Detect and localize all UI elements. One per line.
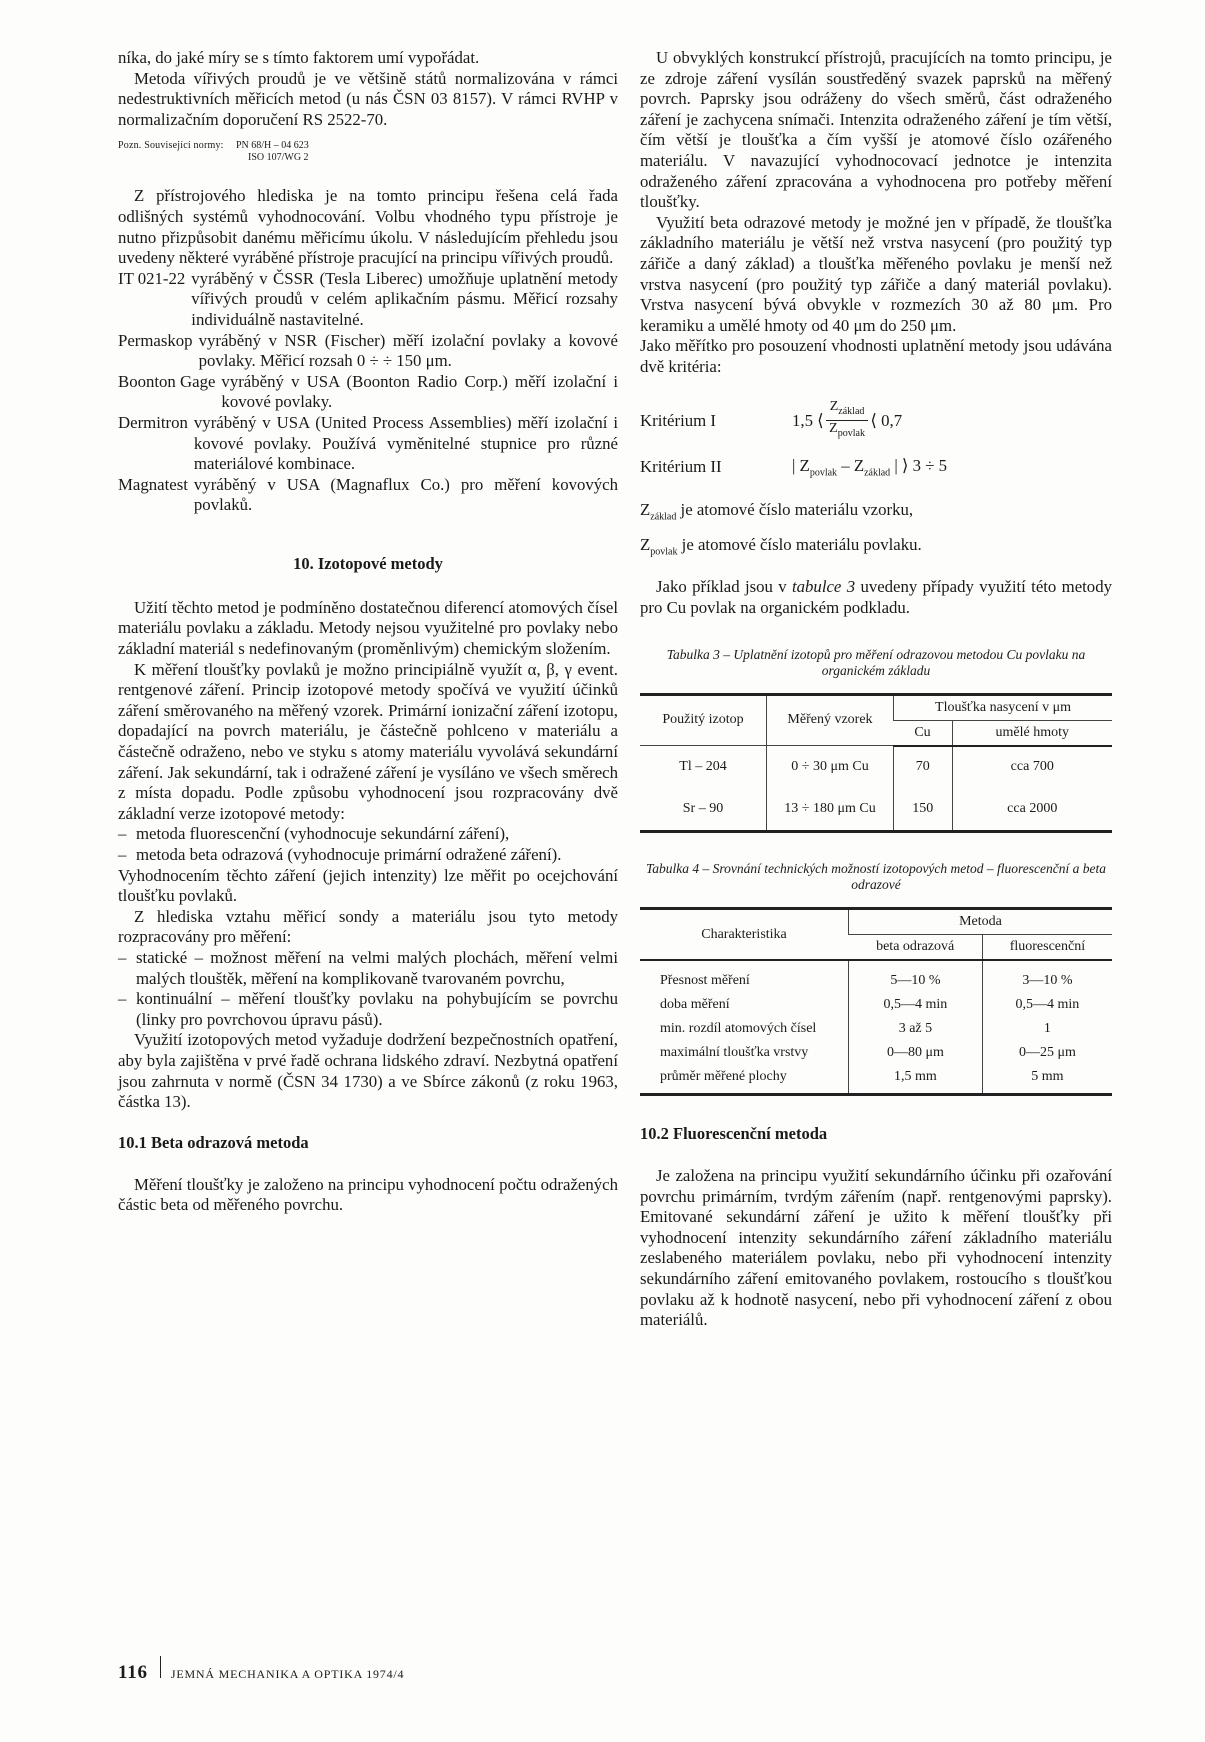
equipment-name: IT 021-22: [118, 268, 186, 288]
note-value: PN 68/H – 04 623: [236, 140, 309, 152]
definition: $Z_{základ}$ je atomové číslo materiálu vzorku,: [640, 499, 914, 522]
criterion-label: Kritérium I: [640, 410, 716, 430]
criterion-1: [640, 398, 1112, 444]
table-header: Metoda: [849, 909, 1113, 935]
criterion-2: [640, 444, 1112, 490]
paragraph: Vyhodnocením těchto záření (jejich intenzity) lze měřit po ocejchování tloušťku povlaků.: [118, 865, 618, 906]
table-4: [640, 907, 1112, 1096]
paragraph: Využití izotopových metod vyžaduje dodržení bezpečnostních opatření, aby byla zajištěna v prvé řadě ochrana lidského zdraví. Nezbytná opatření jsou zahrnuta v normě (ČSN 34 1730) a ve Sbírce zákonů (z roku 1963, částka 13).: [118, 1030, 618, 1112]
list-item: – statické – možnost měření na velmi malých plochách, měření velmi malých tlouštěk, měření na komplikovaně tvarovaném povrchu,: [118, 948, 618, 989]
equipment-item: [118, 331, 618, 372]
table-header: Měřený vzorek: [767, 694, 894, 746]
paragraph: U obvyklých konstrukcí přístrojů, pracujících na tomto principu, je ze zdroje záření vysílán soustředěný svazek paprsků na měřený povrch. Paprsky jsou odráženy do všech směrů, část odraženého záření je zachycena snímači. Intenzita odraženého záření je tím větší, čím větší je tloušťka a čím vyšší je atomové číslo ozářeného materiálu. V navazující vyhodnocovací jednotce je intenzita odraženého záření zpracována a vyhodnocena pro potřeby měření tloušťky.: [640, 48, 1112, 212]
fraction: [826, 399, 869, 442]
right-column: [640, 48, 1112, 1331]
table-4-caption: Tabulka 4 – Srovnání technických možností izotopových metod – fluorescenční a beta odrazové: [645, 861, 1107, 893]
note-values: [236, 140, 309, 164]
table-row: Sr – 90 13 ÷ 180 μm Cu 150 cca 2000: [640, 788, 1112, 832]
list-item: – metoda beta odrazová (vyhodnocuje primární odražené záření).: [118, 845, 618, 866]
equipment-name: Boonton Gage: [118, 371, 216, 391]
table-row: Přesnost měření 5—10 % 3—10 %: [640, 960, 1112, 993]
standards-note: [118, 140, 618, 164]
equipment-item: [118, 269, 618, 331]
paragraph: K měření tloušťky povlaků je možno principiálně využít α, β, γ event. rentgenové záření. Princip izotopové metody spočívá ve využití účinků záření směrovaného na měřený vzorek. Primární ionizační záření izotopu, dopadající na povrch materiálu, je částečně pohlceno v materiálu a částečně odraženo, nebo ve styku s atomy materiálu vyvolává sekundární záření. Jak sekundární, tak i odražené záření je vysíláno ve všech směrech z místa dopadu. Podle způsobu vyhodnocení jsou rozpracovány dvě základní verze izotopové metody:: [118, 659, 618, 823]
section-heading: 10.2 Fluorescenční metoda: [640, 1124, 828, 1144]
criterion-expr-left: 1,5 ⟨: [792, 411, 824, 430]
paragraph: Jako měřítko pro posouzení vhodnosti uplatnění metody jsou udávána dvě kritéria:: [640, 336, 1112, 376]
table-3-caption: Tabulka 3 – Uplatnění izotopů pro měření odrazovou metodou Cu povlaku na organickém základu: [666, 646, 1086, 678]
equipment-name: Permaskop: [118, 330, 193, 350]
paragraph: Metoda vířivých proudů je ve většině států normalizována v rámci nedestruktivních měřicích metod (u nás ČSN 03 8157). V rámci RVHP v normalizačním doporučení RS 2522-70.: [118, 68, 618, 129]
section-heading: 10. Izotopové metody: [293, 553, 443, 573]
method-list: [118, 824, 618, 865]
paragraph: Využití beta odrazové metody je možné jen v případě, že tloušťka základního materiálu je větší než vrstva nasycení (pro použitý typ zářiče a daný základ) a tloušťka měřeného povlaku je menší než vrstva nasycení (pro použitý typ zářiče a daný materiál povlaku). Vrstva nasycení bývá obvykle v rozmezích 30 až 80 μm. Pro keramiku a umělé hmoty od 40 μm do 250 μm.: [640, 212, 1112, 335]
paragraph: Měření tloušťky je založeno na principu vyhodnocení počtu odražených částic beta od měřeného povrchu.: [118, 1174, 618, 1215]
table-header: fluorescenční: [982, 935, 1112, 961]
paragraph: Z hlediska vztahu měřicí sondy a materiálu jsou tyto metody rozpracovány pro měření:: [118, 906, 618, 947]
table-row: Tl – 204 0 ÷ 30 μm Cu 70 cca 700: [640, 746, 1112, 789]
section-heading: 10.1 Beta odrazová metoda: [118, 1132, 309, 1152]
note-value: ISO 107/WG 2: [248, 152, 309, 164]
equipment-desc: vyráběný v USA (Boonton Radio Corp.) měří izolační i kovové povlaky.: [221, 371, 618, 412]
equipment-desc: vyráběný v ČSSR (Tesla Liberec) umožňuje uplatnění metody vířivých proudů v celém aplikačním pásmu. Měřicí rozsahy individuálně nastavitelné.: [191, 268, 618, 329]
criterion-expr: | $Z_{povlak} - Z_{základ}$ | ⟩ 3 ÷ 5: [792, 455, 948, 479]
definition: $Z_{povlak}$ je atomové číslo materiálu povlaku.: [640, 535, 922, 558]
table-header: Tloušťka nasycení v μm: [894, 694, 1113, 720]
equipment-list: [118, 269, 618, 516]
table-row: min. rozdíl atomových čísel 3 až 5 1: [640, 1017, 1112, 1041]
page-number: 116: [118, 1662, 148, 1683]
table-header: umělé hmoty: [952, 720, 1112, 746]
equipment-item: [118, 372, 618, 413]
table-row: maximální tloušťka vrstvy 0—80 μm 0—25 μm: [640, 1041, 1112, 1065]
table-row: průměr měřené plochy 1,5 mm 5 mm: [640, 1065, 1112, 1095]
table-header: Použitý izotop: [640, 694, 767, 746]
list-item: – kontinuální – měření tloušťky povlaku na pohybujícím se povrchu (linky pro povrchovou úpravu pásů).: [118, 989, 618, 1030]
left-column: [118, 48, 618, 1216]
paragraph: Je založena na principu využití sekundárního účinku při ozařování povrchu primárním, tvrdým zářením (např. rentgenovými paprsky). Emitované sekundární záření je užito k měření tloušťky při vyhodnocení intenzity sekundárního záření základního materiálu zeslabeného materiálem povlaku, nebo při vyhodnocení intenzity sekundárního záření emitovaného povlakem, rostoucího s tloušťkou povlaku až k hodnotě nasycení, nebo při vyhodnocení záření z obou materiálů.: [640, 1166, 1112, 1330]
list-item: – metoda fluorescenční (vyhodnocuje sekundární záření),: [118, 824, 618, 845]
criterion-expr-right: ⟨ 0,7: [870, 411, 903, 430]
paragraph: Z přístrojového hlediska je na tomto principu řešena celá řada odlišných systémů vyhodnocování. Volbu vhodného typu přístroje je nutno přizpůsobit danému měřicímu úkolu. V následujícím přehledu jsou uvedeny některé vyráběné přístroje pracující na principu vířivých proudů.: [118, 186, 618, 268]
page-footer: [118, 1656, 404, 1684]
criterion-label: Kritérium II: [640, 456, 722, 476]
fraction-numerator: $Z_{základ}$: [826, 399, 869, 421]
measurement-list: [118, 948, 618, 1030]
journal-name: JEMNÁ MECHANIKA A OPTIKA 1974/4: [170, 1667, 405, 1681]
paragraph: Užití těchto metod je podmíněno dostatečnou diferencí atomových čísel materiálu povlaku a základu. Metody nejsou využitelné pro povlaky nebo základní materiál s nedefinovaným (proměnlivým) chemickým složením.: [118, 597, 618, 659]
table-row: doba měření 0,5—4 min 0,5—4 min: [640, 993, 1112, 1017]
table-header: beta odrazová: [849, 935, 983, 961]
equipment-item: [118, 475, 618, 516]
equipment-name: Dermitron: [118, 412, 188, 432]
table-header: Charakteristika: [640, 909, 849, 961]
equipment-desc: vyráběný v NSR (Fischer) měří izolační povlaky a kovové povlaky. Měřicí rozsah 0 ÷ ÷ 150 μm.: [198, 330, 618, 371]
equipment-desc: vyráběný v USA (United Process Assemblies) měří izolační i kovové povlaky. Používá vyměnitelné stupnice pro různé materiálové kombinace.: [193, 412, 618, 474]
paragraph: níka, do jaké míry se s tímto faktorem umí vypořádat.: [118, 48, 480, 67]
paragraph: Jako příklad jsou v tabulce 3 uvedeny případy využití této metody pro Cu povlak na organickém podkladu.: [640, 577, 1112, 617]
note-label: Pozn. Související normy:: [118, 140, 224, 152]
table-header: Cu: [894, 720, 953, 746]
equipment-name: Magnatest: [118, 474, 188, 494]
table-3: [640, 693, 1112, 834]
fraction-denominator: $Z_{povlak}$: [829, 421, 865, 439]
equipment-desc: vyráběný v USA (Magnaflux Co.) pro měření kovových povlaků.: [193, 474, 618, 515]
equipment-item: [118, 413, 618, 475]
footer-divider: [160, 1656, 161, 1678]
